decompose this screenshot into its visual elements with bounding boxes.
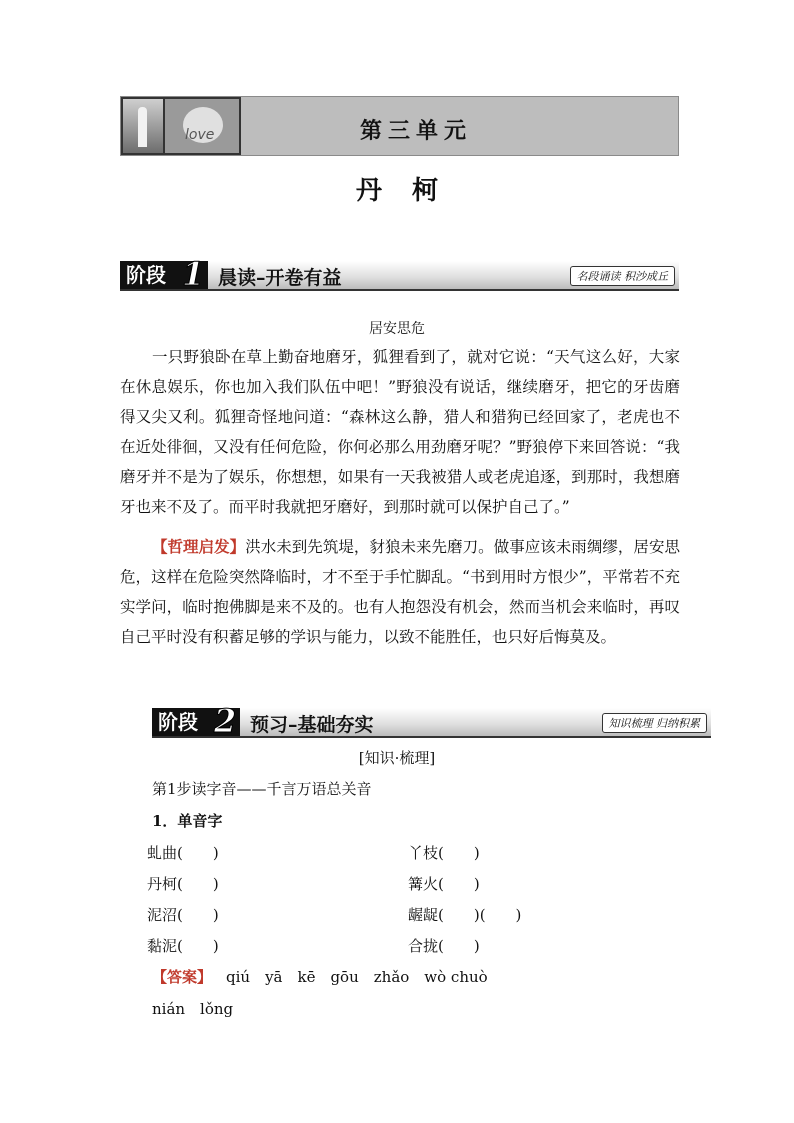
- item-right: 丫枝( ): [408, 844, 480, 862]
- stage1-bar: [120, 255, 679, 293]
- banner-images: [121, 97, 241, 155]
- unit-title: 第三单元: [360, 118, 473, 144]
- story-title: 居安思危: [369, 321, 425, 337]
- item-left: 虬曲( ): [147, 844, 219, 862]
- insight-text: 洪水未到先筑堤，豺狼未来先磨刀。做事应该未雨绸缪，居安思危，这样在危险突然降临时，才不至于手忙脚乱。“书到用时方恨少”，平常若不充实学问，临时抱佛脚是来不及的。也有人抱怨没有机会，然而当机会来临时，再叹自己平时没有积蓄足够的学识与能力，以致不能胜任，也只好后悔莫及。: [120, 538, 680, 646]
- item-right: 龌龊( )( ): [408, 906, 522, 924]
- knowledge-heading: [知识·梳理]: [358, 749, 436, 767]
- stage2-motto: 知识梳理 归纳积累: [602, 713, 708, 733]
- stage1-number: 1: [182, 255, 205, 293]
- stage1-tag: 阶段: [120, 261, 208, 289]
- insight-label: 【哲理启发】: [152, 537, 246, 556]
- answer-line: [152, 966, 488, 987]
- answer-label: 【答案】: [152, 968, 213, 986]
- love-word: love: [185, 127, 215, 143]
- stage2-number: 2: [214, 702, 237, 740]
- lesson-title: 丹柯: [355, 176, 468, 206]
- sub-heading: 1．单音字: [152, 812, 223, 830]
- rocket-image: [123, 99, 163, 153]
- story-body: 一只野狼卧在草上勤奋地磨牙，狐狸看到了，就对它说：“天气这么好，大家在休息娱乐，你也加入我们队伍中吧！”野狼没有说话，继续磨牙，把它的牙齿磨得又尖又利。狐狸奇怪地问道：“森林这么静，猎人和猎狗已经回家了，老虎也不在近处徘徊，又没有任何危险，你何必那么用劲磨牙呢？”野狼停下来回答说：“我磨牙并不是为了娱乐，你想想，如果有一天我被猎人或老虎追逐，到那时，我想磨牙也来不及了。而平时我就把牙磨好，到那时就可以保护自己了。”: [120, 348, 680, 516]
- stage1-motto: 名段诵读 积沙成丘: [570, 266, 676, 286]
- item-right: 合拢( ): [408, 937, 480, 955]
- stage2-tag: 阶段: [152, 708, 240, 736]
- step-heading: 第1步读字音——千言万语总关音: [152, 780, 372, 798]
- stage2-name: 预习–基础夯实: [250, 714, 374, 736]
- item-right: 篝火( ): [408, 875, 480, 893]
- love-image: [165, 99, 239, 153]
- answer-pinyin: qiú yā kē gōu zhǎo wò chuò: [226, 968, 488, 986]
- insight-paragraph: [120, 532, 680, 652]
- answer-pinyin-2: nián lǒng: [152, 1000, 234, 1018]
- item-left: 泥沼( ): [147, 906, 219, 924]
- stage2-bar: [152, 702, 711, 740]
- stage1-name: 晨读–开卷有益: [218, 267, 342, 289]
- item-left: 丹柯( ): [147, 875, 219, 893]
- item-left: 黏泥( ): [147, 937, 219, 955]
